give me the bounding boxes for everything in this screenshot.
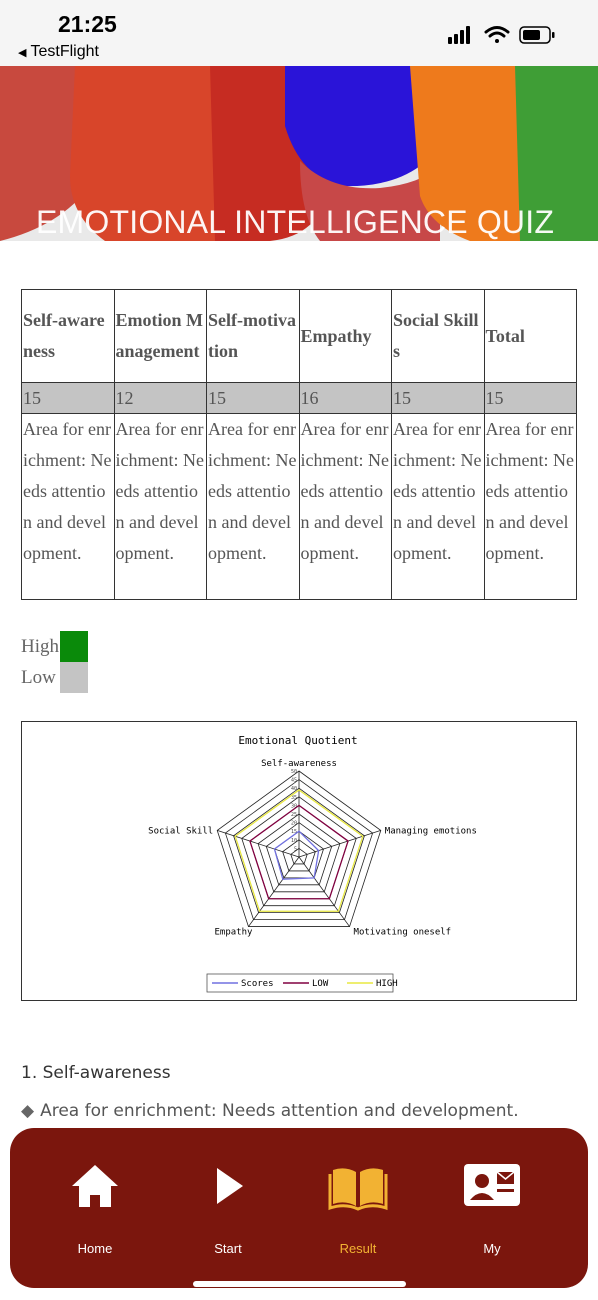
section-title: 1. Self-awareness — [21, 1063, 171, 1083]
tab-start-label: Start — [214, 1241, 242, 1256]
score-cell: 12 — [114, 383, 207, 414]
tab-my[interactable] — [427, 1128, 557, 1288]
back-app-label: TestFlight — [30, 43, 99, 60]
description-cell: Area for enrichment: Needs attention and development. — [207, 414, 300, 600]
score-cell: 16 — [299, 383, 392, 414]
score-cell: 15 — [484, 383, 577, 414]
score-cell: 15 — [207, 383, 300, 414]
section-item — [21, 1101, 519, 1121]
home-indicator — [193, 1281, 406, 1287]
radar-tick-label: 5 — [293, 846, 297, 853]
contact-card-icon — [427, 1162, 557, 1212]
radar-axis-label: Social Skill — [148, 826, 214, 837]
play-icon — [163, 1162, 293, 1212]
radar-tick-label: 45 — [290, 777, 297, 784]
legend-high-label: High — [21, 636, 59, 657]
back-arrow-icon: ◀ — [18, 47, 27, 59]
legend-low-row — [21, 662, 59, 693]
header-social-skills: Social Skills — [392, 290, 485, 383]
home-icon — [30, 1162, 160, 1212]
tab-my-label: My — [483, 1241, 501, 1256]
radar-legend-label: HIGH — [376, 979, 398, 989]
legend-high-row — [21, 631, 59, 662]
radar-legend-label: Scores — [241, 979, 274, 989]
radar-tick-label: 20 — [290, 820, 297, 827]
score-table — [21, 289, 577, 600]
score-cell: 15 — [22, 383, 115, 414]
battery-icon — [520, 27, 555, 43]
radar-legend-label: LOW — [312, 979, 329, 989]
radar-chart — [21, 721, 577, 1001]
table-description-row — [22, 414, 577, 600]
bottom-tab-bar — [10, 1128, 588, 1288]
legend-low-label: Low — [21, 667, 56, 688]
table-header-row — [22, 290, 577, 383]
legend-high-swatch — [60, 631, 88, 662]
radar-tick-label: 15 — [290, 829, 297, 836]
score-cell: 15 — [392, 383, 485, 414]
description-cell: Area for enrichment: Needs attention and development. — [114, 414, 207, 600]
radar-axis-label: Empathy — [214, 927, 253, 938]
header-total: Total — [484, 290, 577, 383]
radar-tick-label: 10 — [290, 837, 297, 844]
radar-tick-label: 25 — [290, 812, 297, 818]
radar-tick-label: 35 — [290, 794, 297, 801]
level-legend — [21, 631, 59, 693]
table-score-row — [22, 383, 577, 414]
cellular-signal-icon — [448, 26, 470, 44]
header-empathy: Empathy — [299, 290, 392, 383]
description-cell: Area for enrichment: Needs attention and development. — [392, 414, 485, 600]
book-icon — [293, 1162, 423, 1212]
status-bar — [0, 0, 598, 66]
tab-home[interactable] — [30, 1128, 160, 1288]
tab-start[interactable] — [163, 1128, 293, 1288]
description-cell: Area for enrichment: Needs attention and development. — [299, 414, 392, 600]
description-cell: Area for enrichment: Needs attention and development. — [484, 414, 577, 600]
radar-axis-label: Self-awareness — [261, 759, 337, 769]
radar-tick-label: 50 — [290, 769, 297, 775]
radar-axis-label: Managing emotions — [384, 826, 477, 837]
wifi-icon — [486, 28, 508, 44]
back-to-app-link[interactable] — [18, 43, 99, 61]
header-emotion-management: Emotion Management — [114, 290, 207, 383]
radar-chart-svg — [22, 722, 576, 1000]
chart-title: Emotional Quotient — [238, 734, 358, 747]
tab-home-label: Home — [77, 1241, 113, 1256]
header-self-motivation: Self-motivation — [207, 290, 300, 383]
description-cell: Area for enrichment: Needs attention and development. — [22, 414, 115, 600]
radar-tick-label: 30 — [290, 803, 297, 810]
header-self-awareness: Self-awareness — [22, 290, 115, 383]
status-time: 21:25 — [58, 11, 117, 37]
radar-tick-label: 40 — [290, 786, 297, 793]
legend-low-swatch — [60, 662, 88, 693]
header-banner — [0, 66, 598, 241]
diamond-bullet-icon: ◆ — [21, 1101, 35, 1121]
section-item-text: Area for enrichment: Needs attention and development. — [40, 1101, 519, 1121]
status-icons — [448, 24, 558, 46]
banner-title: EMOTIONAL INTELLIGENCE QUIZ — [36, 204, 555, 240]
radar-axis-label: Motivating oneself — [353, 927, 452, 938]
tab-result[interactable] — [293, 1128, 423, 1288]
tab-result-label: Result — [339, 1241, 377, 1256]
